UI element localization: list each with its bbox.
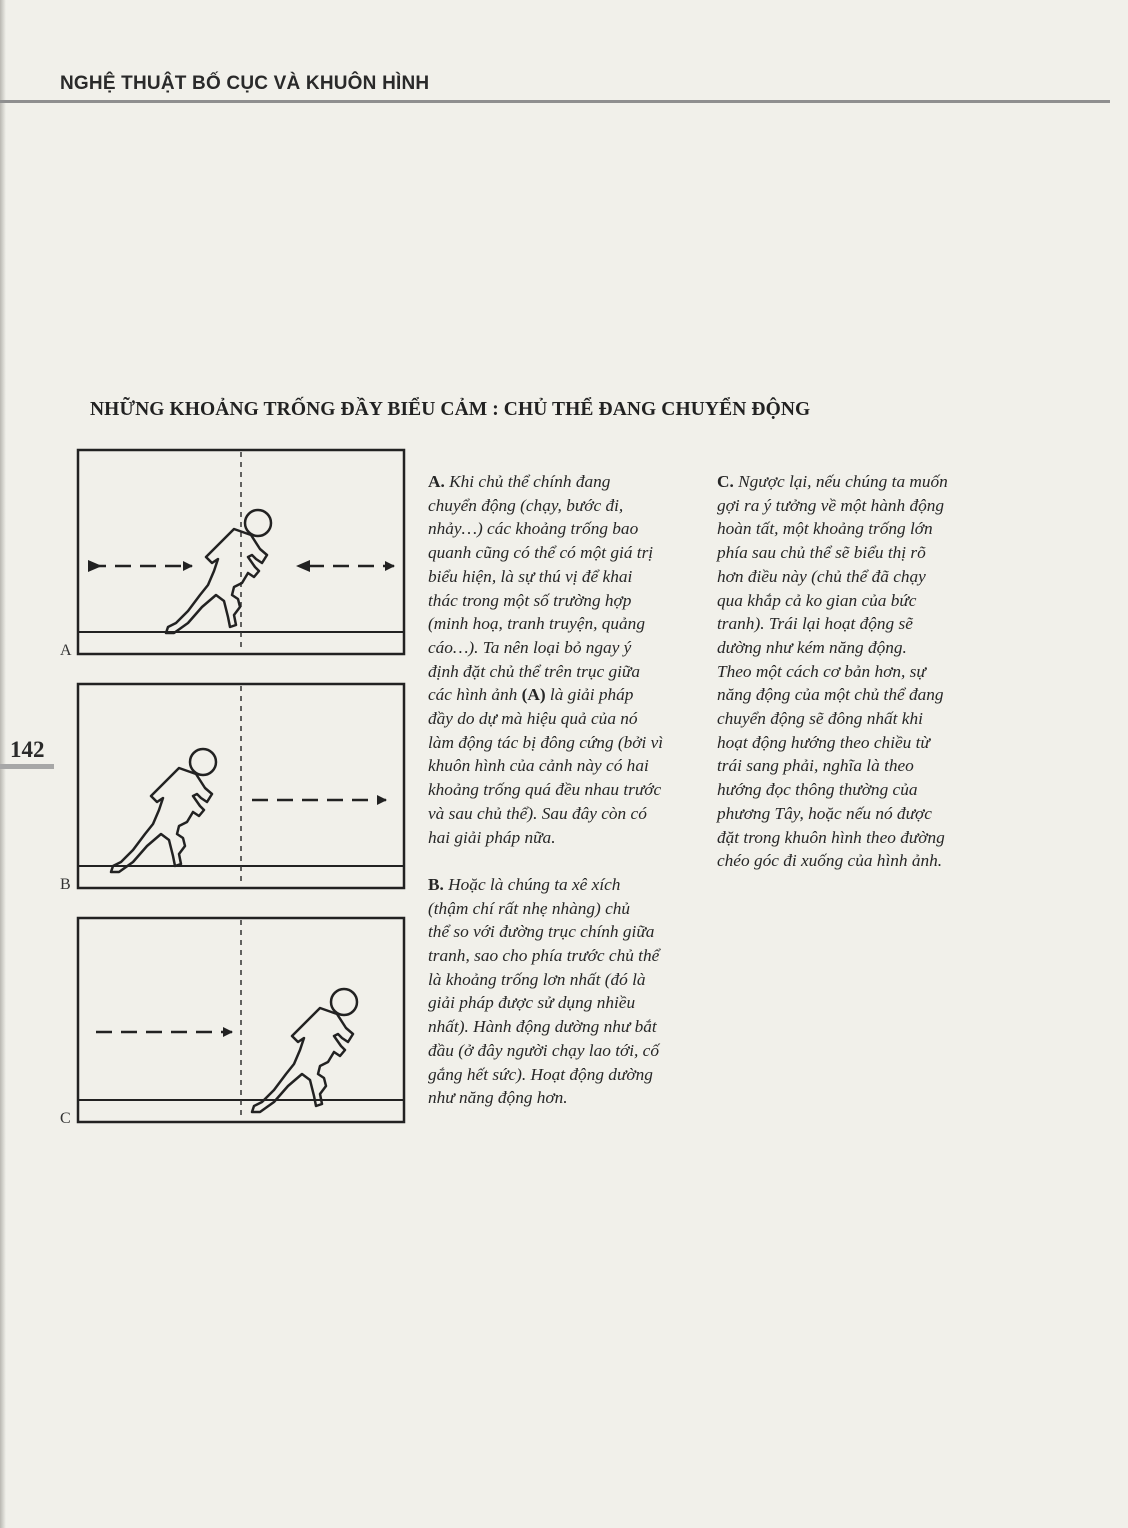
paragraph-a-line: các hình ảnh (A) là giải pháp: [428, 685, 634, 705]
runner-icon: [166, 510, 271, 633]
paragraph-a-line: đầy do dự mà hiệu quả của nó: [428, 709, 638, 729]
paragraph-a-line: thác trong một số trường hợp: [428, 590, 632, 610]
arrow-left-icon: [88, 560, 192, 572]
figure-c-drawing: [56, 916, 416, 1126]
paragraph-a-line: chuyển động (chạy, bước đi,: [428, 495, 624, 515]
paragraph-b-line: thể so với đường trục chính giữa: [428, 922, 655, 942]
paragraph-c-line: trái sang phải, nghĩa là theo: [717, 756, 914, 776]
paragraph-b-line: tranh, sao cho phía trước chủ thể: [428, 946, 660, 966]
running-head: NGHỆ THUẬT BỐ CỤC VÀ KHUÔN HÌNH: [60, 73, 430, 94]
runner-icon: [111, 749, 216, 872]
paragraph-c-line: C. Ngược lại, nếu chúng ta muốn: [717, 472, 948, 491]
figure-b-drawing: [56, 682, 416, 892]
paragraph-c-line: đặt trong khuôn hình theo đường: [717, 827, 945, 847]
paragraph-a-line: nhảy…) các khoảng trống bao: [428, 519, 639, 539]
paragraph-b-line: gắng hết sức). Hoạt động dường: [428, 1064, 653, 1084]
header-rule: [0, 100, 1110, 103]
paragraph-c-line: tranh). Trái lại hoạt động sẽ: [717, 614, 913, 634]
paragraph-a-line: hai giải pháp nữa.: [428, 827, 556, 847]
paragraph-c-line: Theo một cách cơ bản hơn, sự: [717, 661, 926, 681]
paragraph-b-line: giải pháp được sử dụng nhiều: [428, 993, 636, 1013]
paragraph-c-line: chéo góc đi xuống của hình ảnh.: [717, 851, 943, 871]
paragraph-c-line: năng động của một chủ thể đang: [717, 685, 944, 705]
paragraph-c-line: hướng đọc thông thường của: [717, 780, 918, 800]
figure-label: A: [60, 642, 72, 659]
paragraph-b-line: là khoảng trống lơn nhất (đó là: [428, 969, 646, 989]
runner-icon: [252, 989, 357, 1112]
paragraph-a-line: khoảng trống quá đều nhau trước: [428, 780, 662, 800]
paragraph-c-line: dường như kém năng động.: [717, 637, 907, 657]
paragraph-a-line: làm động tác bị đông cứng (bởi vì: [428, 732, 664, 752]
paragraph-b-line: B. Hoặc là chúng ta xê xích: [428, 874, 621, 894]
figure-a-drawing: [56, 448, 416, 658]
paragraph-b-line: (thậm chí rất nhẹ nhàng) chủ: [428, 898, 631, 918]
paragraph-a-line: biểu hiện, là sự thú vị để khai: [428, 566, 633, 586]
figure-a: [56, 448, 416, 658]
paragraph-c-line: hơn điều này (chủ thể đã chạy: [717, 566, 926, 586]
text-column-2: [717, 470, 1007, 873]
section-title: NHỮNG KHOẢNG TRỐNG ĐẦY BIỂU CẢM : CHỦ THỂ ĐANG CHUYỂN ĐỘNG: [90, 399, 811, 420]
figure-b: [56, 682, 416, 892]
paragraph-b-line: nhất). Hành động dường như bắt: [428, 1017, 657, 1037]
paragraph-c-line: phía sau chủ thể sẽ biểu thị rõ: [717, 543, 926, 563]
paragraph-b-line: như năng động hơn.: [428, 1088, 568, 1108]
paragraph-a-line: và sau chủ thể). Sau đây còn có: [428, 803, 647, 823]
paragraph-c-line: chuyển động sẽ đông nhất khi: [717, 709, 923, 729]
paragraph-a-line: định đặt chủ thể trên trục giữa: [428, 661, 640, 681]
paragraph-a-line: khuôn hình của cảnh này có hai: [428, 756, 649, 776]
paragraph-c-line: qua khắp cả ko gian của bức: [717, 590, 917, 610]
figure-label: B: [60, 876, 71, 893]
text-column-1: [428, 470, 708, 1110]
paragraph-b-line: đầu (ở đây người chạy lao tới, cố: [428, 1040, 659, 1060]
figure-c: [56, 916, 416, 1126]
page-number: 142: [10, 737, 45, 762]
paragraph-c-line: phương Tây, hoặc nếu nó được: [717, 803, 932, 823]
paragraph-a-line: cáo…). Ta nên loại bỏ ngay ý: [428, 637, 632, 657]
arrow-right-icon: [296, 560, 394, 572]
paragraph-c-line: hoàn tất, một khoảng trống lớn: [717, 519, 933, 539]
figure-label: C: [60, 1110, 71, 1127]
paragraph-a-line: quanh cũng có thể có một giá trị: [428, 543, 654, 563]
paragraph-a-line: A. Khi chủ thể chính đang: [428, 472, 611, 491]
paragraph-c-line: hoạt động hướng theo chiều từ: [717, 732, 930, 752]
page-number-bar: [0, 764, 54, 769]
paragraph-a-line: (minh hoạ, tranh truyện, quảng: [428, 614, 645, 634]
paragraph-c-line: gợi ra ý tưởng về một hành động: [717, 495, 945, 515]
